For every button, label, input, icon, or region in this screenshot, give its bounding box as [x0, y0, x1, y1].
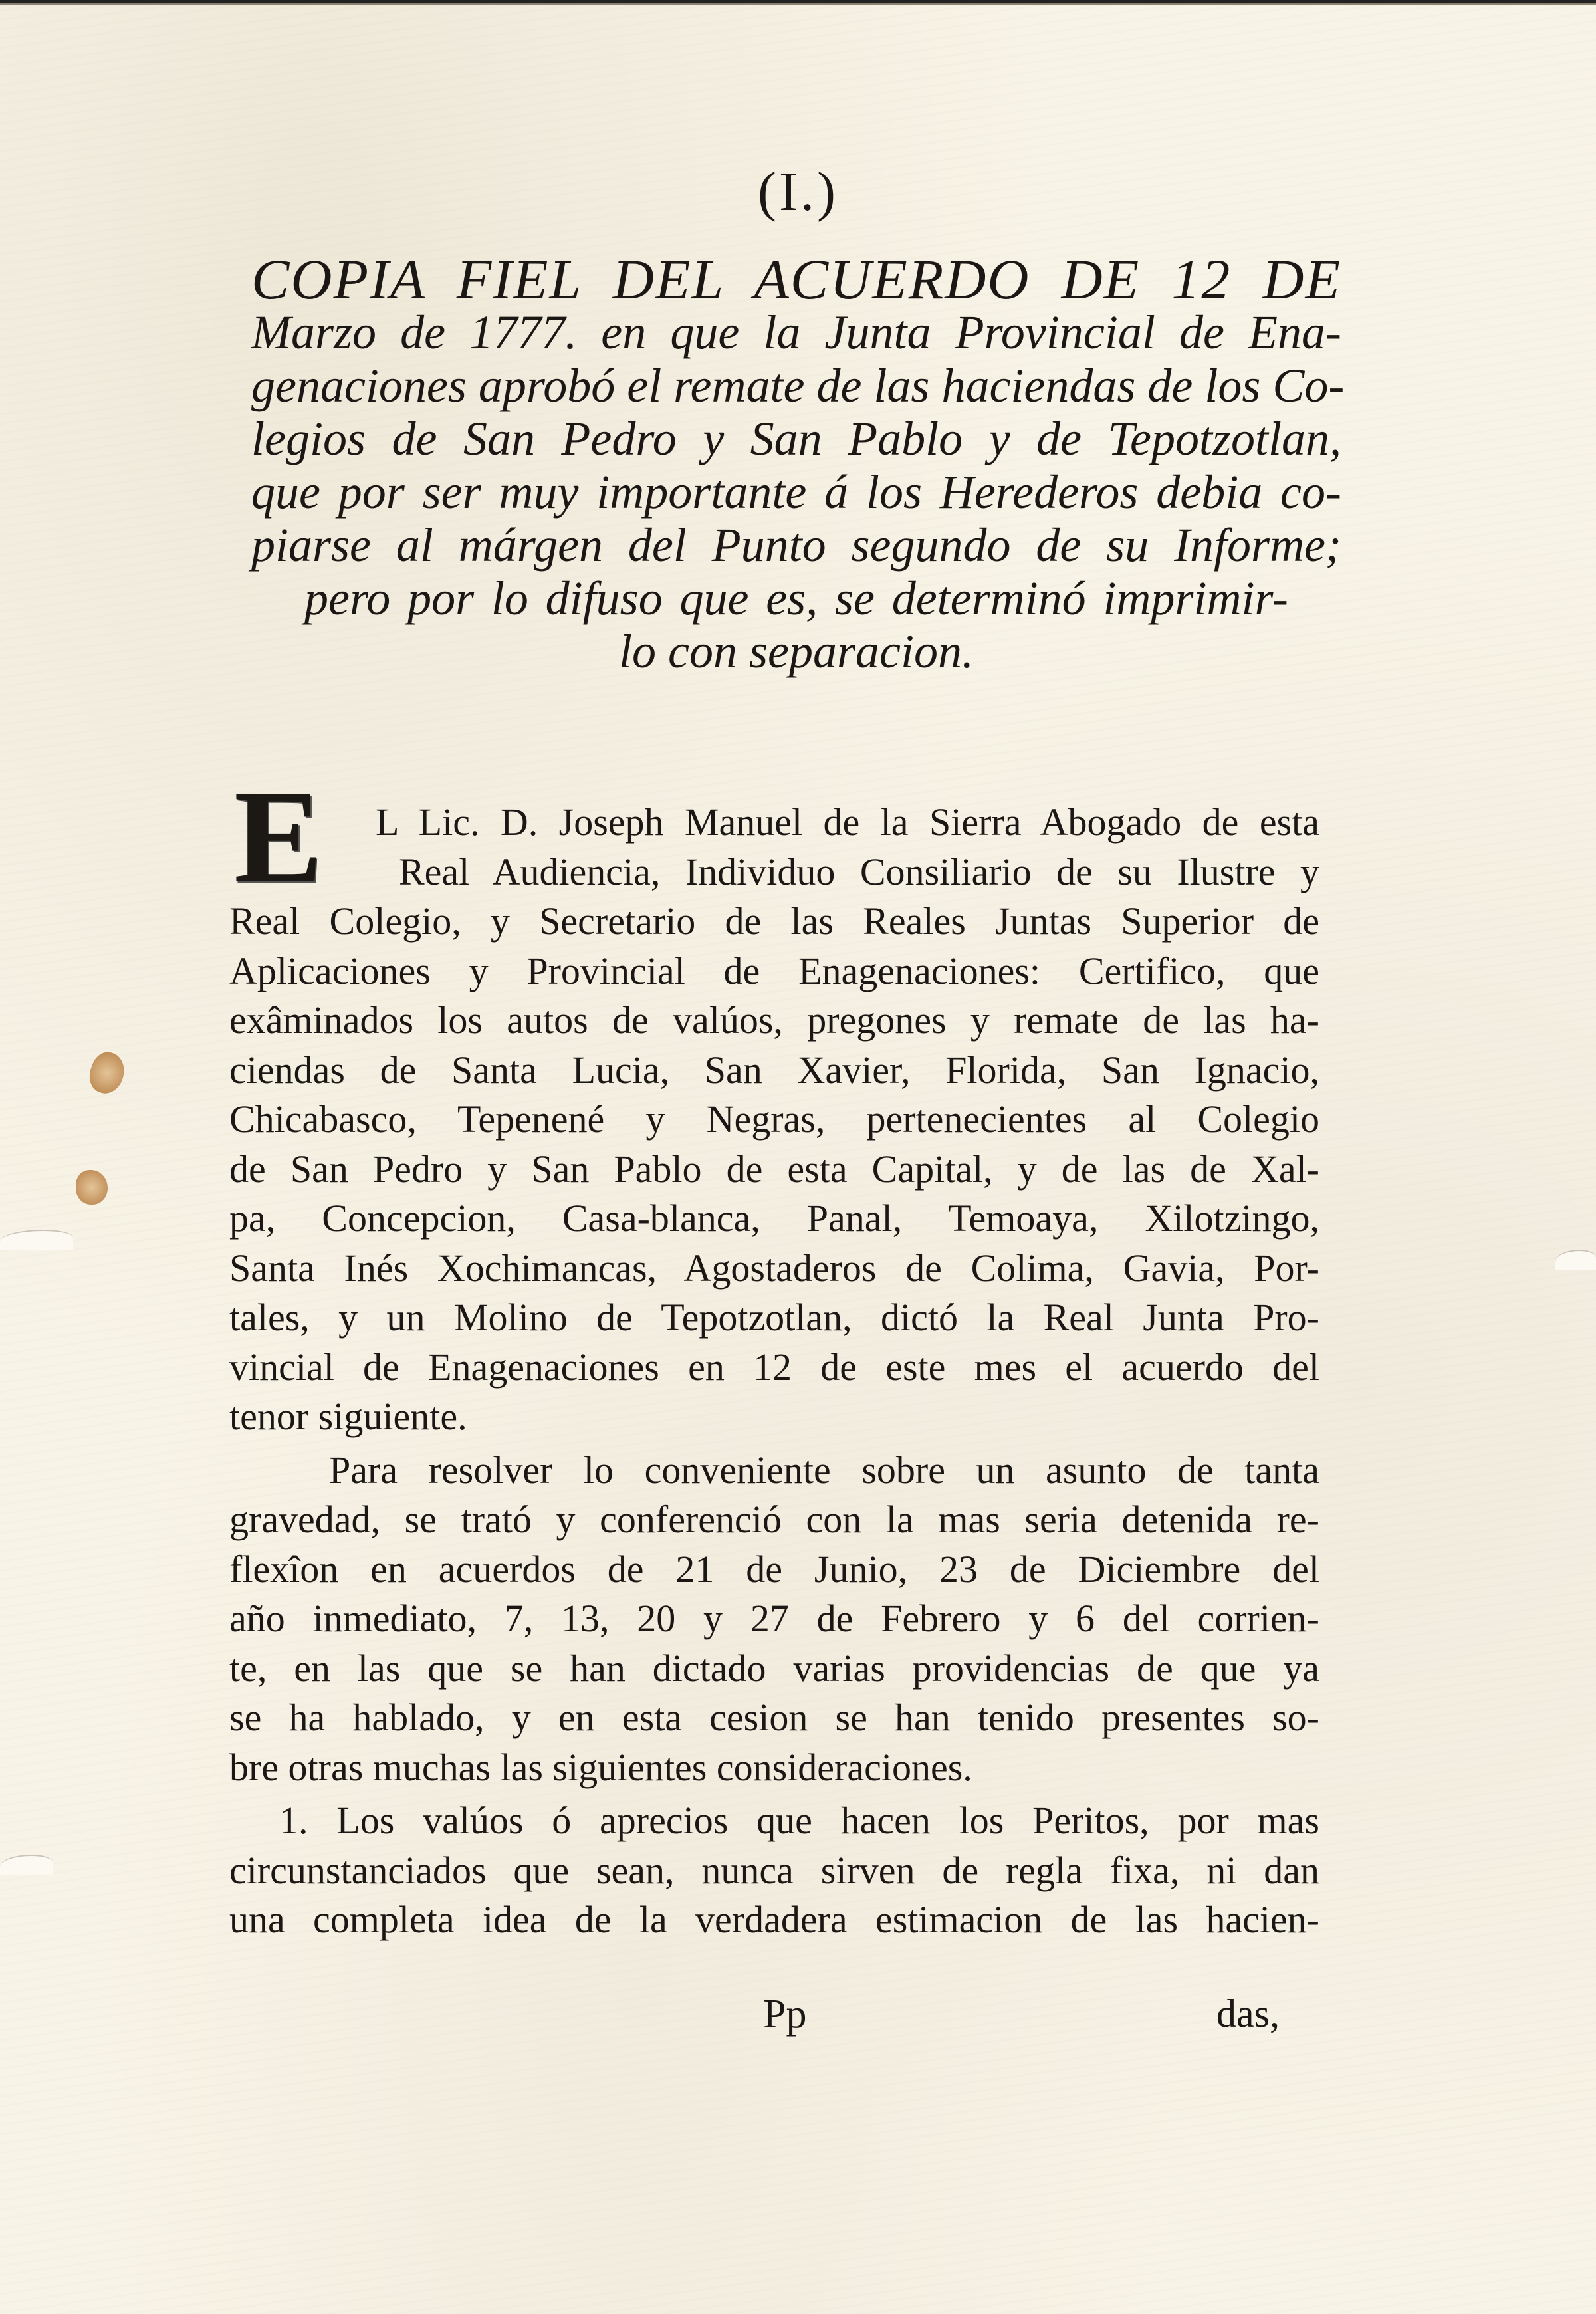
title-line: que por ser muy importante á los Herederos debia co-: [251, 465, 1341, 519]
body-line: 1. Los valúos ó aprecios que hacen los Peritos, por mas: [279, 1799, 1319, 1842]
paragraph-deliberation: [229, 1446, 1319, 1793]
body-line: bre otras muchas las siguientes consideraciones.: [229, 1745, 972, 1789]
body-line: L Lic. D. Joseph Manuel de la Sierra Abogado de esta: [376, 800, 1319, 844]
body-line: tenor siguiente.: [229, 1395, 467, 1438]
title-line: Marzo de 1777. en que la Junta Provincial de Ena-: [251, 306, 1341, 359]
body-line: Santa Inés Xochimancas, Agostaderos de Colima, Gavia, Por-: [229, 1246, 1319, 1290]
body-line: Real Audiencia, Individuo Consiliario de su Ilustre y: [399, 850, 1319, 893]
paragraph-consideration-1: [229, 1796, 1319, 1945]
drop-cap: E: [234, 764, 323, 911]
body-line: pa, Concepcion, Casa-blanca, Panal, Temoaya, Xilotzingo,: [229, 1197, 1319, 1240]
title-line: legios de San Pedro y San Pablo y de Tepotzotlan,: [251, 412, 1341, 465]
body-line: Para resolver lo conveniente sobre un asunto de tanta: [329, 1448, 1319, 1492]
body-line: de San Pedro y San Pablo de esta Capital, y de las de Xal-: [229, 1147, 1319, 1191]
body-line: circunstanciados que sean, nunca sirven de regla fixa, ni dan: [229, 1848, 1319, 1892]
title-line: lo con separacion.: [619, 625, 974, 678]
catchword: das,: [1216, 1992, 1280, 2035]
document-body: [229, 798, 1319, 1945]
body-line: una completa idea de la verdadera estimacion de las hacien-: [229, 1898, 1319, 1941]
title-line: genaciones aprobó el remate de las haciendas de los Co-: [251, 359, 1345, 412]
document-title: [251, 247, 1345, 678]
body-line: Aplicaciones y Provincial de Enagenaciones: Certifico, que: [229, 949, 1319, 992]
body-line: Chicabasco, Tepenené y Negras, pertenecientes al Colegio: [229, 1098, 1319, 1141]
body-line: tales, y un Molino de Tepotzotlan, dictó la Real Junta Pro-: [229, 1296, 1319, 1339]
title-line: piarse al márgen del Punto segundo de su Informe;: [251, 519, 1341, 572]
scan-top-edge: [0, 0, 1596, 5]
body-line: flexîon en acuerdos de 21 de Junio, 23 de Diciembre del: [229, 1547, 1319, 1591]
paragraph-certification: [229, 798, 1319, 1442]
body-line: exâminados los autos de valúos, pregones y remate de las ha-: [229, 998, 1319, 1042]
body-line: ciendas de Santa Lucia, San Xavier, Florida, San Ignacio,: [229, 1048, 1319, 1092]
body-line: Real Colegio, y Secretario de las Reales Juntas Superior de: [229, 899, 1319, 943]
page-number: (I.): [758, 161, 838, 223]
title-line: COPIA FIEL DEL ACUERDO DE 12 DE: [251, 247, 1341, 311]
foxing-stain: [76, 1170, 108, 1205]
title-line: pero por lo difuso que es, se determinó imprimir-: [304, 572, 1288, 625]
signature-mark: Pp: [763, 1992, 807, 2037]
body-line: se ha hablado, y en esta cesion se han tenido presentes so-: [229, 1696, 1319, 1739]
body-line: vincial de Enagenaciones en 12 de este mes el acuerdo del: [229, 1345, 1319, 1389]
body-line: año inmediato, 7, 13, 20 y 27 de Febrero y 6 del corrien-: [229, 1597, 1319, 1640]
body-line: te, en las que se han dictado varias providencias de que ya: [229, 1646, 1319, 1690]
body-line: gravedad, se trató y conferenció con la mas seria detenida re-: [229, 1498, 1319, 1541]
